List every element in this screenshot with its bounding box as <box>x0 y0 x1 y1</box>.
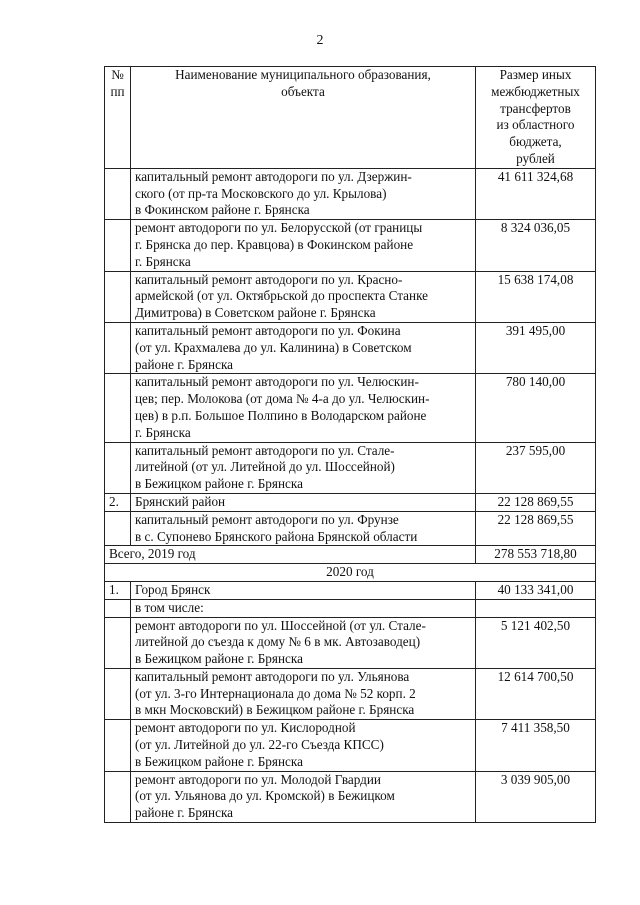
total-amount-text: 278 553 718,80 <box>494 546 577 562</box>
row-num <box>105 493 131 511</box>
row-amount <box>476 599 596 617</box>
row-name-text: капитальный ремонт автодороги по ул. Стале- литейной (от ул. Литейной до ул. Шоссейной) в Бежицком районе г. Брянска <box>135 442 395 492</box>
row-name <box>131 720 476 771</box>
table-row <box>105 442 596 493</box>
row-name-text: капитальный ремонт автодороги по ул. Фрунзе в с. Супонево Брянского района Брянской области <box>135 511 418 544</box>
row-name-text: капитальный ремонт автодороги по ул. Челюскин- цев; пер. Молокова (от дома № 4-а до ул. Челюскин- цев) в р.п. Большое Полпино в Володарском районе г. Брянска <box>135 374 430 440</box>
row-name <box>131 617 476 668</box>
row-num <box>105 168 131 219</box>
row-amount <box>476 771 596 822</box>
row-num <box>105 374 131 442</box>
row-name-text: ремонт автодороги по ул. Шоссейной (от ул. Стале- литейной до съезда к дому № 6 в мк. Автозаводец) в Бежицком районе г. Брянска <box>135 617 426 667</box>
row-num <box>105 771 131 822</box>
table-row <box>105 617 596 668</box>
header-name: Наименование муниципального образования, объекта <box>131 67 476 169</box>
row-amount <box>476 493 596 511</box>
row-num <box>105 271 131 322</box>
row-name-text: ремонт автодороги по ул. Молодой Гвардии (от ул. Ульянова до ул. Кромской) в Бежицком районе г. Брянска <box>135 771 395 821</box>
year-row-2020 <box>105 564 596 582</box>
row-amount <box>476 511 596 546</box>
table-row <box>105 168 596 219</box>
row-amount-text: 40 133 341,00 <box>497 581 574 597</box>
row-num <box>105 220 131 271</box>
row-amount <box>476 668 596 719</box>
row-amount-text: 8 324 036,05 <box>500 220 571 236</box>
row-num <box>105 617 131 668</box>
table-row <box>105 511 596 546</box>
row-name <box>131 374 476 442</box>
year-label <box>105 564 596 582</box>
row-name-text: в том числе: <box>135 599 204 615</box>
row-name-text: ремонт автодороги по ул. Белорусской (от границы г. Брянска до пер. Кравцова) в Фокинском районе г. Брянска <box>135 220 423 269</box>
row-name <box>131 442 476 493</box>
row-amount <box>476 271 596 322</box>
table-row <box>105 322 596 373</box>
row-name-text: Брянский район <box>135 493 226 509</box>
row-name <box>131 581 476 599</box>
year-label-text: 2020 год <box>326 564 374 580</box>
row-amount-text: 22 128 869,55 <box>497 511 574 527</box>
row-name <box>131 668 476 719</box>
table-row <box>105 720 596 771</box>
row-num <box>105 322 131 373</box>
row-num <box>105 511 131 546</box>
row-name-text: капитальный ремонт автодороги по ул. Фокина (от ул. Крахмалева до ул. Калинина) в Советском районе г. Брянска <box>135 322 412 372</box>
header-num: № пп <box>105 67 131 169</box>
row-amount <box>476 374 596 442</box>
table-row <box>105 771 596 822</box>
transfers-table <box>104 66 596 823</box>
row-name <box>131 220 476 271</box>
row-amount <box>476 720 596 771</box>
row-name-text: Город Брянск <box>135 581 211 597</box>
table-row <box>105 581 596 599</box>
row-name <box>131 168 476 219</box>
row-name <box>131 599 476 617</box>
row-amount-text: 5 121 402,50 <box>500 617 571 633</box>
page-number: 2 <box>316 33 324 48</box>
row-amount <box>476 442 596 493</box>
row-amount-text: 41 611 324,68 <box>497 168 574 184</box>
row-amount-text: 3 039 905,00 <box>500 771 571 787</box>
row-name-text: капитальный ремонт автодороги по ул. Ульянова (от ул. 3-го Интернационала до дома № 52 корп. 2 в мкн Московский) в Бежицком районе г. Брянска <box>135 668 416 718</box>
row-num-text: 2. <box>109 493 119 509</box>
row-name <box>131 493 476 511</box>
row-name <box>131 271 476 322</box>
total-label-text: Всего, 2019 год <box>109 546 196 562</box>
row-amount-text: 7 411 358,50 <box>501 720 570 736</box>
total-amount <box>476 546 596 564</box>
total-label <box>105 546 476 564</box>
row-name-text: капитальный ремонт автодороги по ул. Дзержин- ского (от пр-та Московского до ул. Крылова) в Фокинском районе г. Брянска <box>135 168 412 218</box>
row-amount <box>476 581 596 599</box>
row-num <box>105 581 131 599</box>
table-row <box>105 493 596 511</box>
row-num <box>105 442 131 493</box>
row-num <box>105 599 131 617</box>
table-row <box>105 374 596 442</box>
row-name <box>131 511 476 546</box>
row-amount-text: 391 495,00 <box>505 322 566 338</box>
row-amount <box>476 168 596 219</box>
table-row <box>105 271 596 322</box>
row-amount-text: 15 638 174,08 <box>497 271 574 287</box>
table-row <box>105 599 596 617</box>
row-name <box>131 322 476 373</box>
row-name-text: капитальный ремонт автодороги по ул. Красно- армейской (от ул. Октябрьской до проспекта Станке Димитрова) в Советском районе г. Брянска <box>135 271 429 321</box>
row-num-text: 1. <box>109 581 119 597</box>
row-amount <box>476 220 596 271</box>
row-amount-text: 12 614 700,50 <box>497 668 574 684</box>
table-row <box>105 668 596 719</box>
row-num <box>105 668 131 719</box>
row-amount-text: 22 128 869,55 <box>497 493 574 509</box>
row-amount <box>476 322 596 373</box>
row-amount-text: 237 595,00 <box>505 442 566 458</box>
table-header <box>105 67 596 169</box>
header-amount: Размер иных межбюджетных трансфертов из областного бюджета, рублей <box>476 67 596 169</box>
row-num <box>105 720 131 771</box>
table-row <box>105 220 596 271</box>
row-amount <box>476 617 596 668</box>
row-name-text: ремонт автодороги по ул. Кислородной (от ул. Литейной до ул. 22-го Съезда КПСС) в Бежицком районе г. Брянска <box>135 720 384 769</box>
row-name <box>131 771 476 822</box>
row-amount-text: 780 140,00 <box>505 374 566 390</box>
total-row-2019 <box>105 546 596 564</box>
